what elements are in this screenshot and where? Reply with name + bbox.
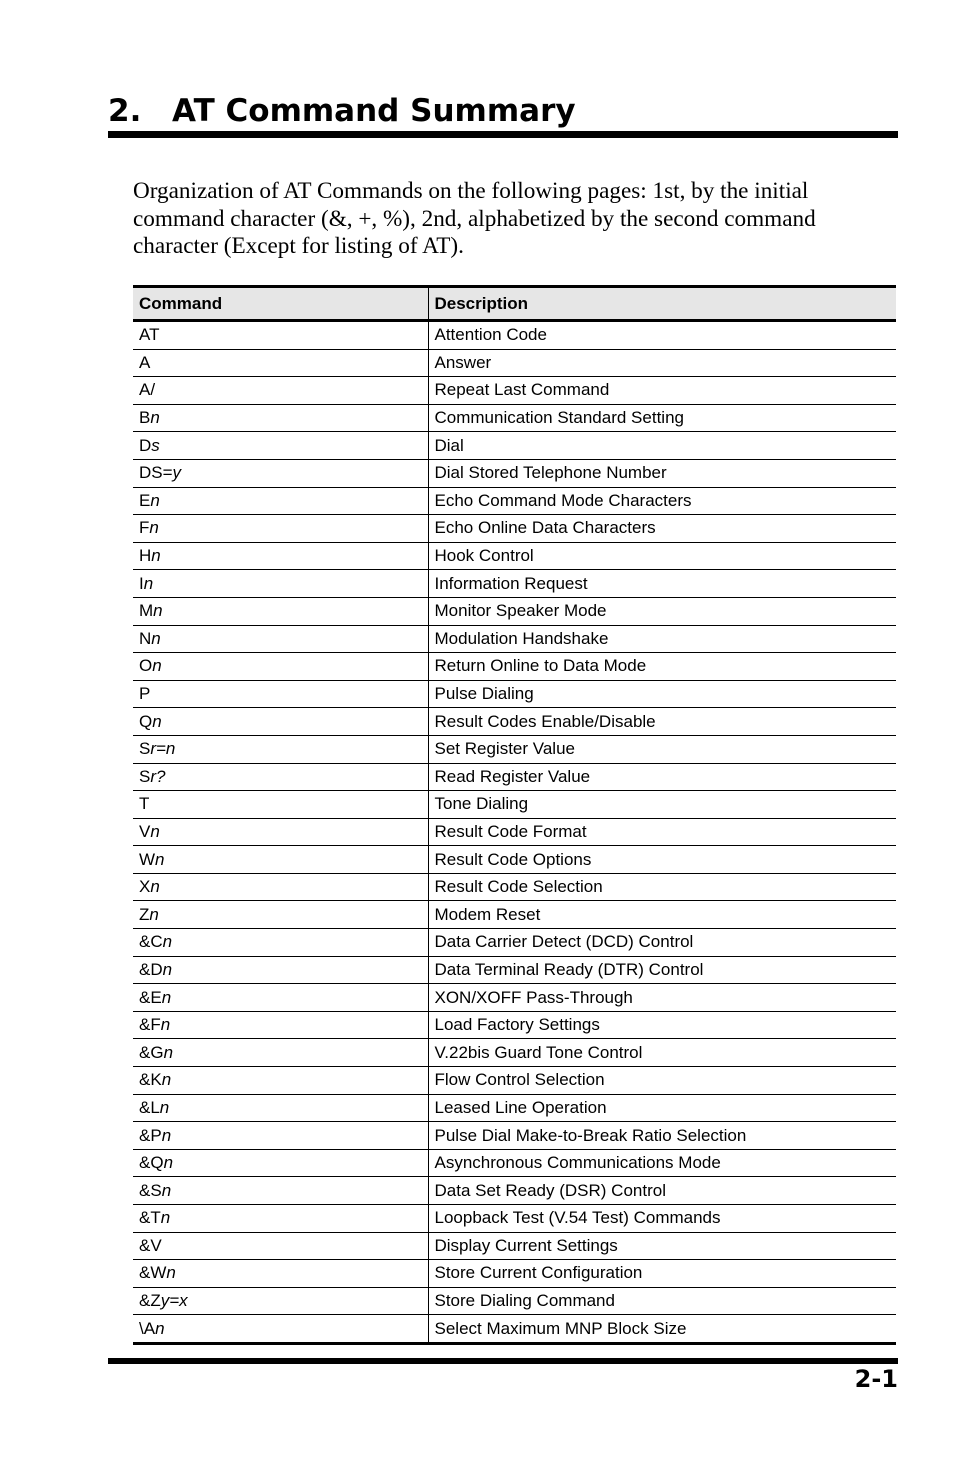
command-cell xyxy=(133,956,428,984)
table-row xyxy=(133,432,896,460)
command-parameter: n xyxy=(152,711,162,731)
command-name: I xyxy=(139,573,144,593)
description-cell: Pulse Dialing xyxy=(428,680,896,708)
description-cell: Asynchronous Communications Mode xyxy=(428,1149,896,1177)
command-cell xyxy=(133,653,428,681)
table-row xyxy=(133,1094,896,1122)
intro-line: command character (&, +, %), 2nd, alphabetized by the second command xyxy=(133,205,816,232)
table-row xyxy=(133,321,896,350)
command-cell xyxy=(133,984,428,1012)
command-name: &Q xyxy=(139,1153,164,1173)
description-cell: Answer xyxy=(428,349,896,377)
command-parameter: n xyxy=(162,959,173,979)
command-cell xyxy=(133,1205,428,1233)
command-name: &D xyxy=(139,959,163,979)
table-row xyxy=(133,653,896,681)
command-name: &W xyxy=(139,1263,167,1283)
table-row xyxy=(133,1067,896,1095)
command-cell xyxy=(133,625,428,653)
command-cell xyxy=(133,791,428,819)
table-row xyxy=(133,1011,896,1039)
command-name: &G xyxy=(139,1042,164,1062)
table-row xyxy=(133,1122,896,1150)
command-cell xyxy=(133,846,428,874)
command-cell xyxy=(133,515,428,543)
command-cell xyxy=(133,542,428,570)
description-cell: Information Request xyxy=(428,570,896,598)
table-row xyxy=(133,791,896,819)
table-row xyxy=(133,708,896,736)
table-row xyxy=(133,570,896,598)
command-name: &S xyxy=(139,1180,162,1200)
command-cell xyxy=(133,432,428,460)
description-cell: Hook Control xyxy=(428,542,896,570)
command-cell xyxy=(133,708,428,736)
command-cell xyxy=(133,459,428,487)
page-number: 2-1 xyxy=(854,1365,898,1393)
command-cell xyxy=(133,1149,428,1177)
description-cell: Echo Command Mode Characters xyxy=(428,487,896,515)
command-name: &F xyxy=(139,1015,161,1035)
table-row xyxy=(133,1260,896,1288)
command-cell xyxy=(133,349,428,377)
table-row xyxy=(133,349,896,377)
table-row xyxy=(133,459,896,487)
command-parameter: n xyxy=(150,877,160,897)
command-name: &K xyxy=(139,1070,162,1090)
description-cell: Display Current Settings xyxy=(428,1232,896,1260)
description-cell: Result Code Selection xyxy=(428,873,896,901)
command-name: S xyxy=(139,739,151,759)
command-name: Q xyxy=(139,711,153,731)
description-cell: Echo Online Data Characters xyxy=(428,515,896,543)
command-cell xyxy=(133,1122,428,1150)
command-name: M xyxy=(139,601,154,621)
command-parameter: n xyxy=(150,408,160,428)
command-parameter: n xyxy=(162,932,173,952)
description-cell: Data Terminal Ready (DTR) Control xyxy=(428,956,896,984)
command-name: O xyxy=(139,656,153,676)
command-parameter: n xyxy=(151,546,161,566)
description-cell: Load Factory Settings xyxy=(428,1011,896,1039)
command-cell xyxy=(133,1232,428,1260)
command-cell xyxy=(133,321,428,350)
command-parameter: n xyxy=(161,987,172,1007)
command-name: B xyxy=(139,408,151,428)
command-cell xyxy=(133,929,428,957)
command-cell xyxy=(133,487,428,515)
command-table xyxy=(133,285,896,1345)
command-cell xyxy=(133,1094,428,1122)
command-name: &Z xyxy=(139,1291,161,1311)
command-cell xyxy=(133,1011,428,1039)
description-cell: Tone Dialing xyxy=(428,791,896,819)
command-name: &T xyxy=(139,1208,161,1228)
command-name: &E xyxy=(139,987,162,1007)
description-cell: Data Carrier Detect (DCD) Control xyxy=(428,929,896,957)
description-cell: Result Codes Enable/Disable xyxy=(428,708,896,736)
table-row xyxy=(133,1232,896,1260)
command-parameter: n xyxy=(150,490,160,510)
table-row xyxy=(133,1287,896,1315)
command-name: DS= xyxy=(139,463,173,483)
description-cell: V.22bis Guard Tone Control xyxy=(428,1039,896,1067)
command-parameter: n xyxy=(155,1318,165,1338)
command-parameter: n xyxy=(161,1070,172,1090)
command-name: &L xyxy=(139,1097,160,1117)
table-body xyxy=(133,321,896,1344)
column-header-command: Command xyxy=(133,287,428,321)
command-cell xyxy=(133,597,428,625)
description-cell: Modulation Handshake xyxy=(428,625,896,653)
command-parameter: n xyxy=(155,849,165,869)
description-cell: Set Register Value xyxy=(428,735,896,763)
column-header-description: Description xyxy=(428,287,896,321)
description-cell: Loopback Test (V.54 Test) Commands xyxy=(428,1205,896,1233)
command-parameter: n xyxy=(153,601,163,621)
intro-line: character (Except for listing of AT). xyxy=(133,233,464,259)
command-parameter: n xyxy=(143,573,154,593)
command-name: W xyxy=(139,849,156,869)
command-cell xyxy=(133,1039,428,1067)
table-row xyxy=(133,763,896,791)
command-name: H xyxy=(139,546,152,566)
command-cell xyxy=(133,1315,428,1344)
table-row xyxy=(133,1177,896,1205)
command-parameter: r? xyxy=(150,766,166,786)
command-name: A xyxy=(139,352,151,372)
command-cell xyxy=(133,818,428,846)
command-parameter: n xyxy=(160,1208,171,1228)
command-name: D xyxy=(139,435,152,455)
command-parameter: n xyxy=(151,628,161,648)
command-name: V xyxy=(139,821,151,841)
table-row xyxy=(133,984,896,1012)
command-parameter: n xyxy=(163,1153,174,1173)
table-row xyxy=(133,680,896,708)
command-name: E xyxy=(139,490,151,510)
description-cell: Return Online to Data Mode xyxy=(428,653,896,681)
footer-rule xyxy=(108,1358,898,1364)
description-cell: Flow Control Selection xyxy=(428,1067,896,1095)
command-cell xyxy=(133,1177,428,1205)
command-parameter: n xyxy=(163,1042,174,1062)
command-parameter: y=x xyxy=(160,1291,188,1311)
command-parameter: n xyxy=(161,1180,172,1200)
command-cell xyxy=(133,1287,428,1315)
command-cell xyxy=(133,763,428,791)
command-cell xyxy=(133,901,428,929)
command-cell xyxy=(133,873,428,901)
command-name: N xyxy=(139,628,152,648)
description-cell: Attention Code xyxy=(428,321,896,350)
table-row xyxy=(133,956,896,984)
table-row xyxy=(133,1039,896,1067)
command-name: A/ xyxy=(139,380,156,400)
command-cell xyxy=(133,404,428,432)
table-row xyxy=(133,487,896,515)
command-parameter: n xyxy=(152,656,162,676)
command-name: P xyxy=(139,684,151,704)
description-cell: Data Set Ready (DSR) Control xyxy=(428,1177,896,1205)
description-cell: Communication Standard Setting xyxy=(428,404,896,432)
command-cell xyxy=(133,377,428,405)
table-row xyxy=(133,818,896,846)
table-row xyxy=(133,404,896,432)
table-row xyxy=(133,873,896,901)
description-cell: Leased Line Operation xyxy=(428,1094,896,1122)
description-cell: Select Maximum MNP Block Size xyxy=(428,1315,896,1344)
table-row xyxy=(133,1315,896,1344)
description-cell: Store Current Configuration xyxy=(428,1260,896,1288)
table-row xyxy=(133,929,896,957)
command-cell xyxy=(133,735,428,763)
description-cell: Pulse Dial Make-to-Break Ratio Selection xyxy=(428,1122,896,1150)
intro-line: Organization of AT Commands on the following pages: 1st, by the initial xyxy=(133,178,809,204)
command-name: &V xyxy=(139,1235,162,1255)
section-number: 2. xyxy=(108,93,142,129)
command-name: \A xyxy=(139,1318,156,1338)
table-row xyxy=(133,625,896,653)
table-row xyxy=(133,377,896,405)
command-parameter: s xyxy=(151,435,160,455)
command-parameter: r=n xyxy=(150,739,176,759)
command-parameter: y xyxy=(172,463,182,483)
description-cell: Monitor Speaker Mode xyxy=(428,597,896,625)
table-row xyxy=(133,735,896,763)
command-name: &P xyxy=(139,1125,162,1145)
table-row xyxy=(133,1205,896,1233)
command-parameter: n xyxy=(160,1015,171,1035)
table-row xyxy=(133,846,896,874)
command-cell xyxy=(133,680,428,708)
command-name: T xyxy=(139,794,150,814)
description-cell: Dial xyxy=(428,432,896,460)
command-cell xyxy=(133,1260,428,1288)
table-row xyxy=(133,515,896,543)
command-parameter: n xyxy=(161,1125,172,1145)
command-cell xyxy=(133,1067,428,1095)
section-title: AT Command Summary xyxy=(172,93,576,129)
command-name: F xyxy=(139,518,150,538)
description-cell: Read Register Value xyxy=(428,763,896,791)
description-cell: Repeat Last Command xyxy=(428,377,896,405)
command-parameter: n xyxy=(149,518,159,538)
command-parameter: n xyxy=(159,1097,170,1117)
command-name: X xyxy=(139,877,151,897)
command-name: S xyxy=(139,766,151,786)
table-header-row xyxy=(133,287,896,321)
command-name: Z xyxy=(139,904,150,924)
description-cell: Result Code Options xyxy=(428,846,896,874)
section-heading xyxy=(108,92,898,138)
description-cell: Modem Reset xyxy=(428,901,896,929)
command-parameter: n xyxy=(149,904,159,924)
command-name: &C xyxy=(139,932,163,952)
table-row xyxy=(133,542,896,570)
command-name: AT xyxy=(139,325,160,345)
command-parameter: n xyxy=(166,1263,176,1283)
table-row xyxy=(133,597,896,625)
description-cell: XON/XOFF Pass-Through xyxy=(428,984,896,1012)
table-row xyxy=(133,1149,896,1177)
description-cell: Dial Stored Telephone Number xyxy=(428,459,896,487)
description-cell: Result Code Format xyxy=(428,818,896,846)
table-row xyxy=(133,901,896,929)
intro-paragraph xyxy=(133,178,893,261)
command-parameter: n xyxy=(150,821,160,841)
description-cell: Store Dialing Command xyxy=(428,1287,896,1315)
command-cell xyxy=(133,570,428,598)
